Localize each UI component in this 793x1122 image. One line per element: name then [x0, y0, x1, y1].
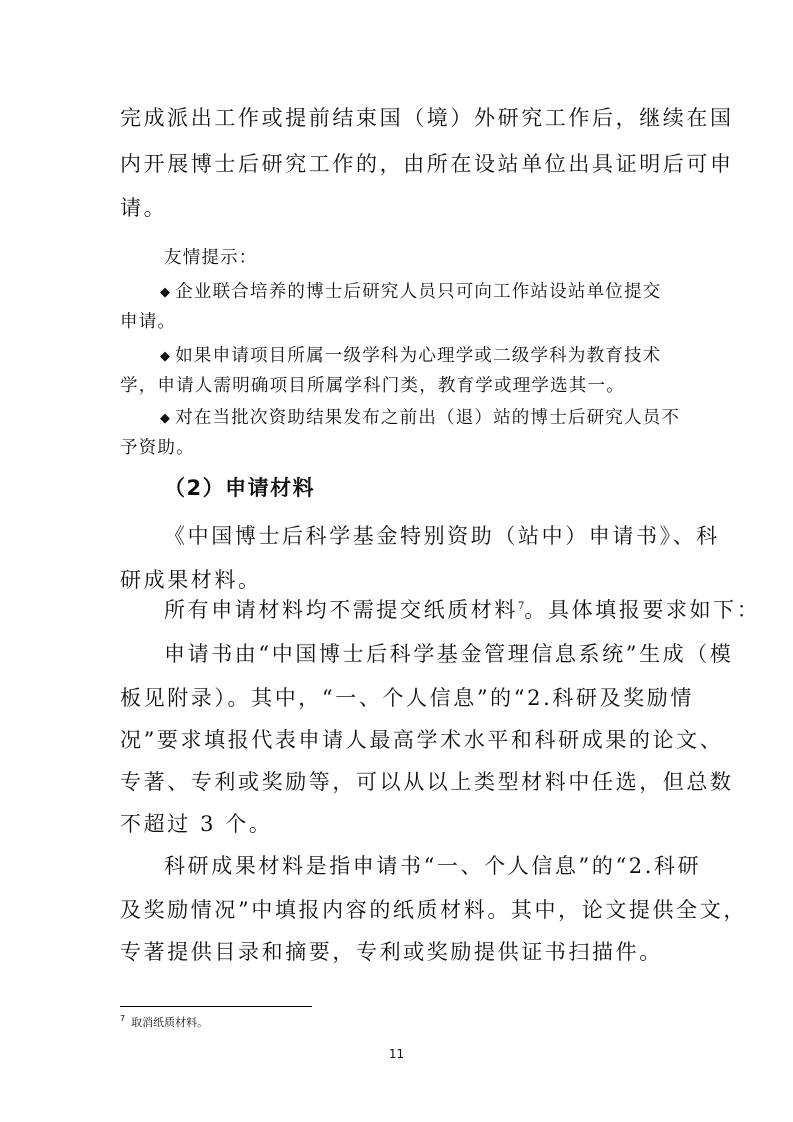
paragraph-line: 况”要求填报代表申请人最高学术水平和科研成果的论文、 — [120, 728, 724, 752]
paragraph-line: 专著提供目录和摘要，专利或奖励提供证书扫描件。 — [120, 940, 663, 964]
paragraph-line: 不超过 3 个。 — [120, 812, 273, 836]
tip-item — [160, 348, 661, 366]
paragraph-line: 专著、专利或奖励等，可以从以上类型材料中任选，但总数 — [120, 770, 734, 794]
tip-item-text: 对在当批次资助结果发布之前出（退）站的博士后研究人员不 — [175, 408, 681, 428]
paragraph-line: 板见附录）。其中，“一、个人信息”的“2.科研及奖励情 — [120, 686, 694, 710]
footnote-text: 取消纸质材料。 — [131, 1016, 209, 1029]
paragraph-line: 研成果材料。 — [120, 568, 262, 592]
page-number: 11 — [388, 1047, 405, 1061]
tip-item — [160, 410, 680, 428]
paragraph-line: 申请书由“中国博士后科学基金管理信息系统”生成（模 — [164, 642, 734, 666]
tip-item-text: 如果申请项目所属一级学科为心理学或二级学科为教育技术 — [175, 346, 662, 366]
section-heading: （2）申请材料 — [164, 476, 316, 500]
paragraph-line — [164, 600, 760, 621]
footnote-reference[interactable]: 7 — [518, 601, 525, 612]
diamond-bullet-icon: ◆ — [160, 285, 172, 300]
paragraph-line: 内开展博士后研究工作的，由所在设站单位出具证明后可申 — [120, 152, 734, 176]
paragraph-text: 。具体填报要求如下： — [524, 598, 761, 622]
tip-item-continuation: 申请。 — [120, 312, 177, 332]
diamond-bullet-icon: ◆ — [160, 411, 172, 426]
paragraph-text: 所有申请材料均不需提交纸质材料 — [164, 598, 518, 622]
footnote-divider — [120, 1006, 312, 1007]
tip-item-continuation: 学，申请人需明确项目所属学科门类，教育学或理学选其一。 — [120, 376, 625, 396]
tip-item — [160, 284, 661, 302]
paragraph-line: 完成派出工作或提前结束国（境）外研究工作后，继续在国 — [120, 106, 734, 130]
paragraph-line: 《中国博士后科学基金特别资助（站中）申请书》、科 — [164, 524, 720, 548]
tip-item-continuation: 予资助。 — [120, 438, 195, 458]
paragraph-line: 科研成果材料是指申请书“一、个人信息”的“2.科研 — [164, 854, 702, 878]
paragraph-line: 请。 — [120, 196, 168, 220]
diamond-bullet-icon: ◆ — [160, 349, 172, 364]
footnote-number: 7 — [120, 1014, 126, 1024]
tip-item-text: 企业联合培养的博士后研究人员只可向工作站设站单位提交 — [175, 282, 662, 302]
paragraph-line: 及奖励情况”中填报内容的纸质材料。其中，论文提供全文， — [120, 898, 747, 922]
tips-title: 友情提示： — [164, 248, 258, 268]
footnote — [120, 1014, 208, 1030]
